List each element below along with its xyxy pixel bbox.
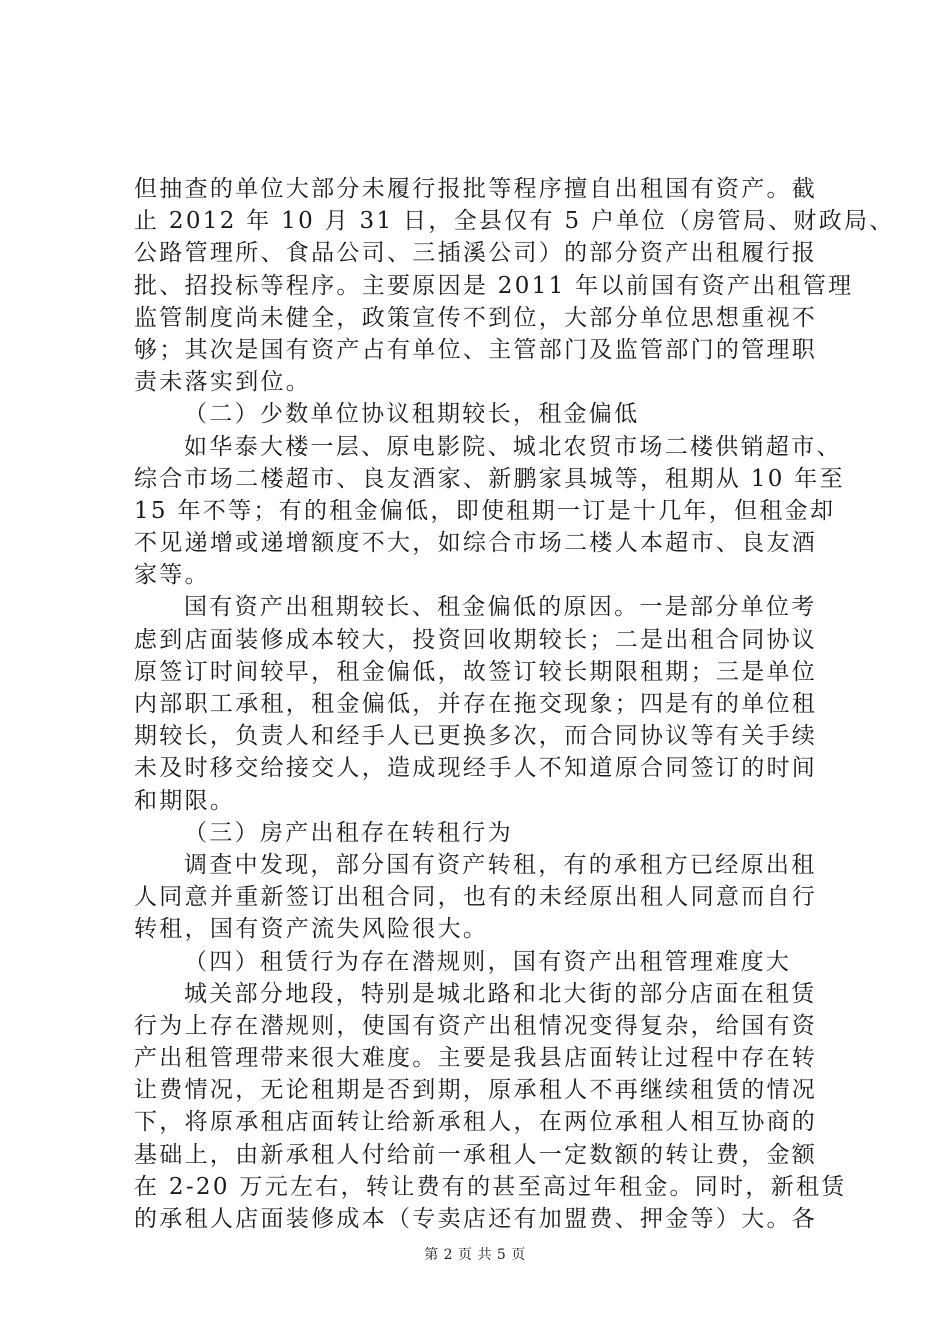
text-line: 的承租人店面装修成本（专卖店还有加盟费、押金等）大。各 bbox=[134, 1206, 818, 1232]
text-line: 期较长，负责人和经手人已更换多次，而合同协议等有关手续 bbox=[134, 723, 818, 750]
text-line: 在 2-20 万元左右，转让费有的甚至高过年租金。同时，新租赁 bbox=[134, 1173, 847, 1200]
section-heading: （二）少数单位协议租期较长，租金偏低 bbox=[184, 401, 640, 428]
page-footer bbox=[0, 1244, 950, 1264]
text-line: 让费情况，无论租期是否到期，原承租人不再继续租赁的情况 bbox=[134, 1077, 818, 1104]
paragraph-start-line: 城关部分地段，特别是城北路和北大街的部分店面在租赁 bbox=[184, 980, 817, 1007]
paragraph-start-line: 调查中发现，部分国有资产转租，有的承租方已经原出租 bbox=[184, 851, 817, 878]
text-line: 人同意并重新签订出租合同，也有的未经原出租人同意而自行 bbox=[134, 884, 818, 911]
section-heading: （四）租赁行为存在潜规则，国有资产出租管理难度大 bbox=[184, 948, 792, 975]
document-body bbox=[134, 173, 895, 1235]
text-line: 内部职工承租，租金偏低，并存在拖交现象；四是有的单位租 bbox=[134, 691, 818, 717]
text-line: 批、招投标等程序。主要原因是 2011 年以前国有资产出租管理 bbox=[134, 272, 854, 299]
text-line: 基础上，由新承租人付给前一承租人一定数额的转让费，金额 bbox=[134, 1141, 818, 1168]
text-line: 但抽查的单位大部分未履行报批等程序擅自出租国有资产。截 bbox=[134, 176, 818, 202]
text-line: 公路管理所、食品公司、三插溪公司）的部分资产出租履行报 bbox=[134, 240, 818, 267]
text-line: 15 年不等；有的租金偏低，即使租期一订是十几年，但租金却 bbox=[134, 497, 836, 524]
text-line: 行为上存在潜规则，使国有资产出租情况变得复杂，给国有资 bbox=[134, 1012, 818, 1039]
text-line: 原签订时间较早，租金偏低，故签订较长期限租期；三是单位 bbox=[134, 658, 818, 685]
text-line: 够；其次是国有资产占有单位、主管部门及监管部门的管理职 bbox=[134, 336, 818, 363]
text-line: 虑到店面装修成本较大，投资回收期较长；二是出租合同协议 bbox=[134, 626, 818, 653]
text-line: 未及时移交给接交人，造成现经手人不知道原合同签订的时间 bbox=[134, 755, 818, 782]
text-line: 监管制度尚未健全，政策宣传不到位，大部分单位思想重视不 bbox=[134, 304, 818, 331]
text-line: 责未落实到位。 bbox=[134, 369, 312, 396]
text-line: 转租，国有资产流失风险很大。 bbox=[134, 916, 489, 943]
page-number-label: 第 2 页 共 5 页 bbox=[424, 1247, 526, 1263]
text-line: 产出租管理带来很大难度。主要是我县店面转让过程中存在转 bbox=[134, 1045, 818, 1072]
text-line: 和期限。 bbox=[134, 787, 236, 814]
paragraph-start-line: 如华泰大楼一层、原电影院、城北农贸市场二楼供销超市、 bbox=[184, 433, 842, 460]
text-line: 止 2012 年 10 月 31 日，全县仅有 5 户单位（房管局、财政局、 bbox=[134, 208, 895, 235]
text-line: 不见递增或递增额度不大，如综合市场二楼人本超市、良友酒 bbox=[134, 530, 818, 557]
text-line: 家等。 bbox=[134, 562, 210, 589]
paragraph-start-line: 国有资产出租期较长、租金偏低的原因。一是部分单位考 bbox=[184, 594, 817, 621]
text-line: 下，将原承租店面转让给新承租人，在两位承租人相互协商的 bbox=[134, 1109, 818, 1136]
section-heading: （三）房产出租存在转租行为 bbox=[184, 819, 513, 846]
text-line: 综合市场二楼超市、良友酒家、新鹏家具城等，租期从 10 年至 bbox=[134, 465, 845, 492]
